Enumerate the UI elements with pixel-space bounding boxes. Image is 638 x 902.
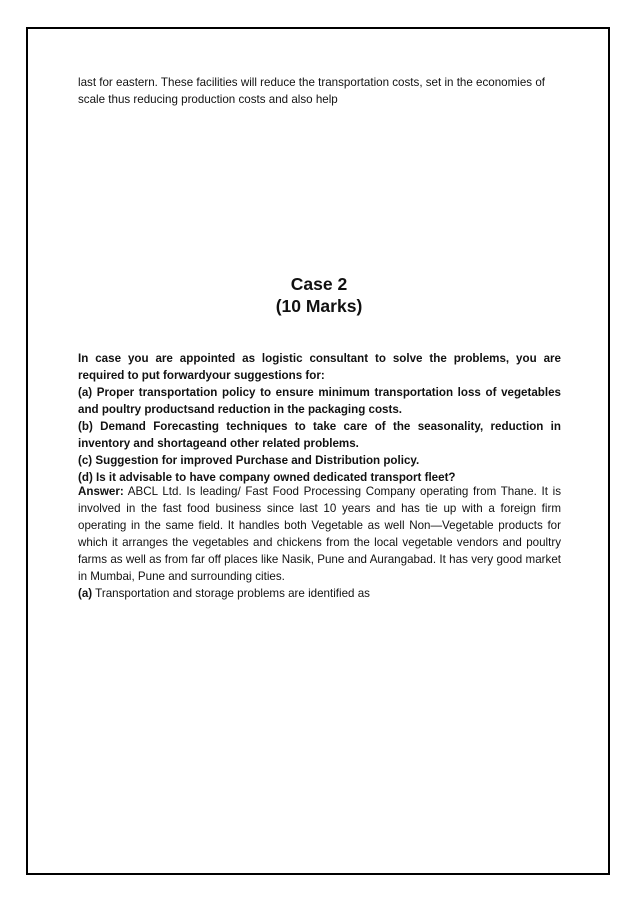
part-a-paragraph bbox=[78, 585, 561, 602]
part-a-label: (a) bbox=[78, 587, 93, 600]
question-item-c: (c) Suggestion for improved Purchase and Distribution policy. bbox=[78, 454, 420, 467]
case-title: Case 2 bbox=[290, 274, 348, 294]
question-item-b: (b) Demand Forecasting techniques to take care of the seasonality, reduction in inventory and shortageand other related problems. bbox=[78, 420, 561, 450]
case-marks: (10 Marks) bbox=[275, 296, 363, 316]
answer-text: ABCL Ltd. Is leading/ Fast Food Processing Company operating from Thane. It is involved in the fast food business since last 10 years and has tie up with a foreign firm operating in the same field. It handles both Vegetable as well Non—Vegetable products for which it arranges the vegetables and chickens from the local vegetable vendors and poultry farms as well as from far off places like Nasik, Pune and Aurangabad. It has very good market in Mumbai, Pune and surrounding cities. bbox=[78, 485, 561, 583]
part-a-text: Transportation and storage problems are identified as bbox=[92, 587, 370, 600]
questions-section bbox=[78, 350, 561, 486]
answer-label: Answer: bbox=[78, 485, 124, 498]
intro-paragraph-container bbox=[78, 74, 561, 108]
question-item-d: (d) Is it advisable to have company owned dedicated transport fleet? bbox=[78, 471, 456, 484]
intro-paragraph: last for eastern. These facilities will reduce the transportation costs, set in the economies of scale thus reducing production costs and also help bbox=[78, 76, 545, 106]
questions-prompt: In case you are appointed as logistic consultant to solve the problems, you are required to put forwardyour suggestions for: bbox=[78, 352, 561, 382]
question-item-a: (a) Proper transportation policy to ensure minimum transportation loss of vegetables and poultry productsand reduction in the packaging costs. bbox=[78, 386, 561, 416]
answer-paragraph bbox=[78, 483, 561, 585]
